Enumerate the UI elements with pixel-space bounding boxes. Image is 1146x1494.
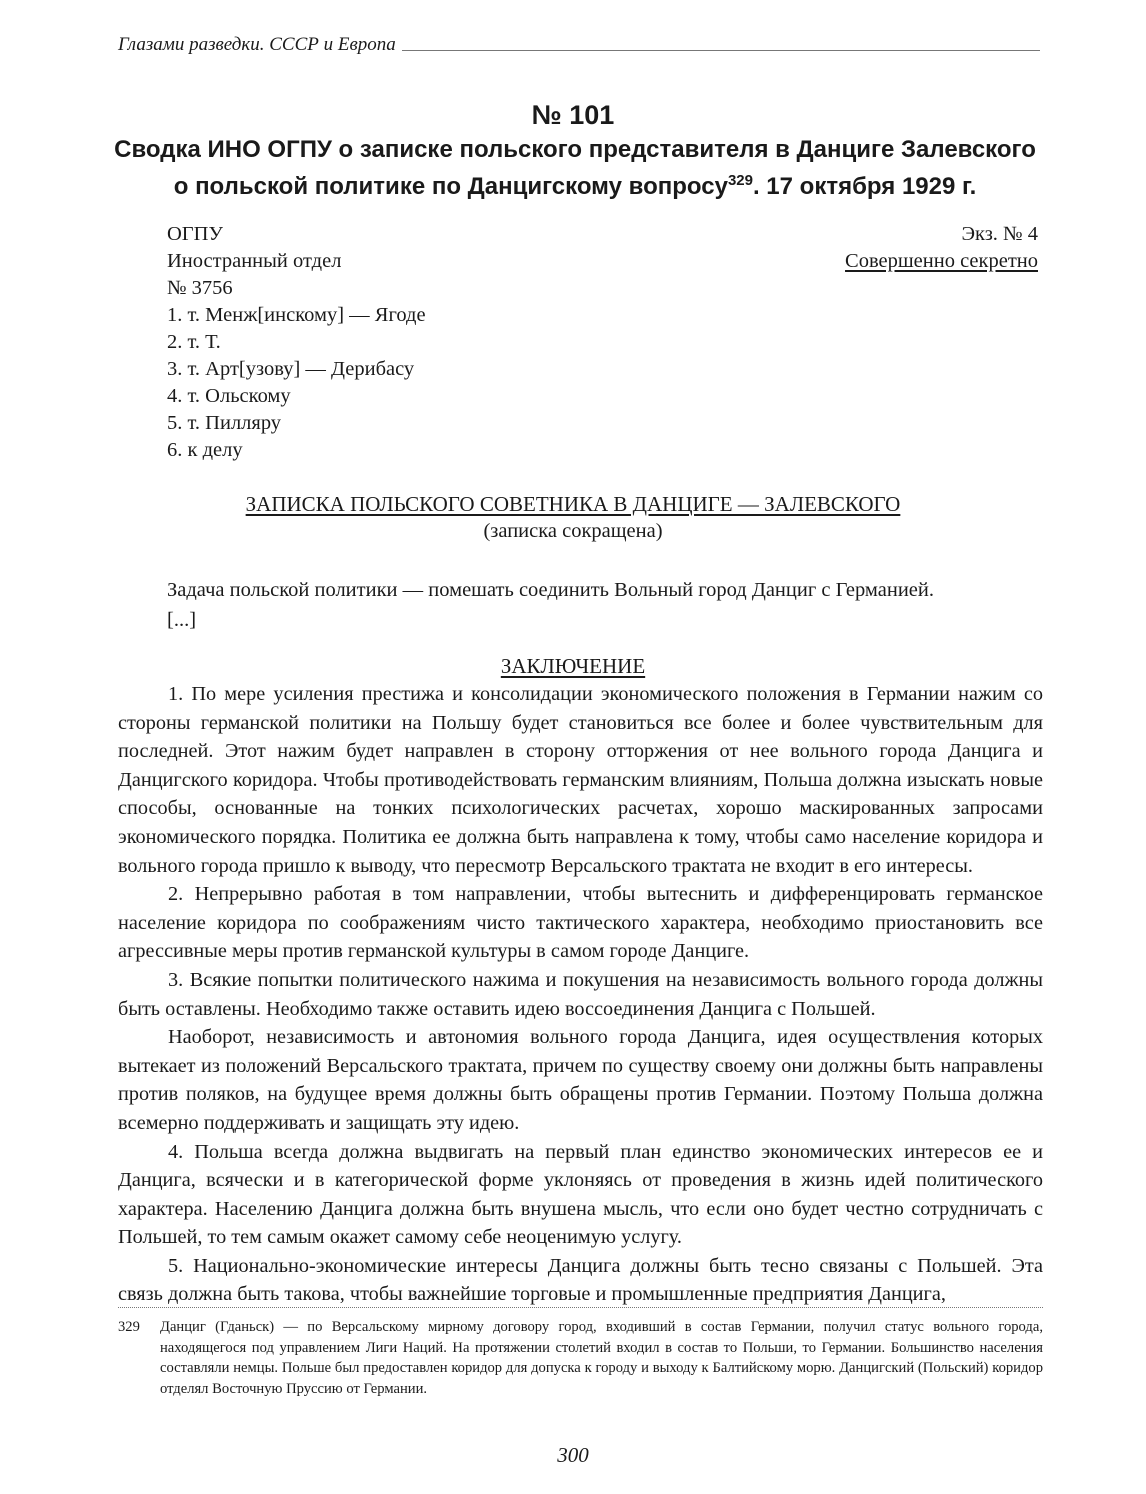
conclusion-title-text: ЗАКЛЮЧЕНИЕ [500,654,646,678]
title-line-1: Сводка ИНО ОГПУ о записке польского представителя в Данциге Залевского [114,136,1036,163]
document-number: № 101 [531,100,615,130]
intro-block [167,575,934,635]
title-date: . 17 октября 1929 г. [752,173,977,200]
header-left-block [167,221,426,464]
footnote-number: 329 [118,1319,140,1335]
paragraph: 5. Национально-экономические интересы Данцига должны быть тесно связаны с Польшей. Эта связь должна быть такова, чтобы важнейшие торговые и промышленные предприятия Данцига, [118,1254,1043,1306]
org-name: ОГПУ [167,223,223,245]
conclusion-body [118,680,1043,1309]
distribution-item: 1. т. Менж[инскому] — Ягоде [167,304,426,326]
intro-ellipsis: [...] [167,609,197,631]
running-header [118,34,1040,56]
paragraph: 4. Польша всегда должна выдвигать на первый план единство экономических интересов ее и Данцига, всячески и в категорической форме уклоняясь от проведения в жизнь идей политического характера. Населению Данцига должна быть внушена мысль, что если оно будет честно сотрудничать с Польшей, то тем самым окажет самому себе неоценимую услугу. [118,1140,1043,1249]
distribution-item: 5. т. Пилляру [167,412,282,434]
conclusion-title [0,653,1146,680]
classification-stamp: Совершенно секретно [845,250,1038,272]
note-subtitle: (записка сокращена) [483,520,663,542]
title-line-2 [110,165,1040,202]
outgoing-number: № 3756 [167,277,233,299]
note-title-text: ЗАПИСКА ПОЛЬСКОГО СОВЕТНИКА В ДАНЦИГЕ — ЗАЛЕВСКОГО [245,492,901,516]
paragraph: 3. Всякие попытки политического нажима и покушения на независимость вольного города должны быть оставлены. Необходимо также оставить идею воссоединения Данцига с Польшей. [118,968,1043,1020]
footnote-divider [118,1307,1043,1308]
paragraph: 2. Непрерывно работая в том направлении, чтобы вытеснить и дифференцировать германское население коридора по соображениям чисто тактического характера, необходимо приостановить все агрессивные меры против германской культуры в самом городе Данциге. [118,883,1043,963]
title-line-2-text: о польской политике по Данцигскому вопросу [173,173,728,200]
title-footnote-ref: 329 [727,172,753,189]
paragraph: Наоборот, независимость и автономия вольного города Данцига, идея осуществления которых вытекает из положений Версальского трактата, причем по существу своему они должны быть направлены против поляков, на будущее время должны быть обращены против Германии. Поэтому Польша должна всемерно поддерживать и защищать эту идею. [118,1026,1043,1134]
footnote [118,1317,1043,1399]
distribution-item: 3. т. Арт[узову] — Дерибасу [167,358,415,380]
header-right-block [845,221,1038,275]
distribution-item: 4. т. Ольскому [167,385,291,407]
paragraph: 1. По мере усиления престижа и консолидации экономического положения в Германии нажим со стороны германской политики на Польшу будет становиться все более и более чувствительным для последней. Этот нажим будет направлен в сторону отторжения от нее вольного города Данцига и Данцигского коридора. Чтобы противодействовать германским влияниям, Польша должна изыскать новые способы, основанные на тонких психологических расчетах, хорошо маскированных запросами экономического порядка. Политика ее должна быть направлена к тому, чтобы само население коридора и вольного города пришло к выводу, что пересмотр Версальского трактата не входит в его интересы. [118,683,1043,877]
document-title [110,134,1040,202]
header-rule [402,50,1040,51]
footnote-text: Данциг (Гданьск) — по Версальскому мирному договору город, входивший в состав Германии, получил статус вольного города, находящегося под управлением Лиги Наций. На протяжении столетий входил в состав то Польши, то Германии. Большинство населения составляли немцы. Польше был предоставлен коридор для допуска к городу и выходу к Балтийскому морю. Данцигский (Польский) коридор отделял Восточную Пруссию от Германии. [160,1319,1043,1397]
intro-line: Задача польской политики — помешать соединить Вольный город Данциг с Германией. [167,579,934,601]
distribution-item: 2. т. Т. [167,331,221,353]
running-title: Глазами разведки. СССР и Европа [118,34,396,55]
note-title [0,491,1146,518]
copy-number: Экз. № 4 [961,223,1038,245]
distribution-item: 6. к делу [167,439,243,461]
page-number: 300 [557,1443,589,1467]
department: Иностранный отдел [167,250,342,272]
